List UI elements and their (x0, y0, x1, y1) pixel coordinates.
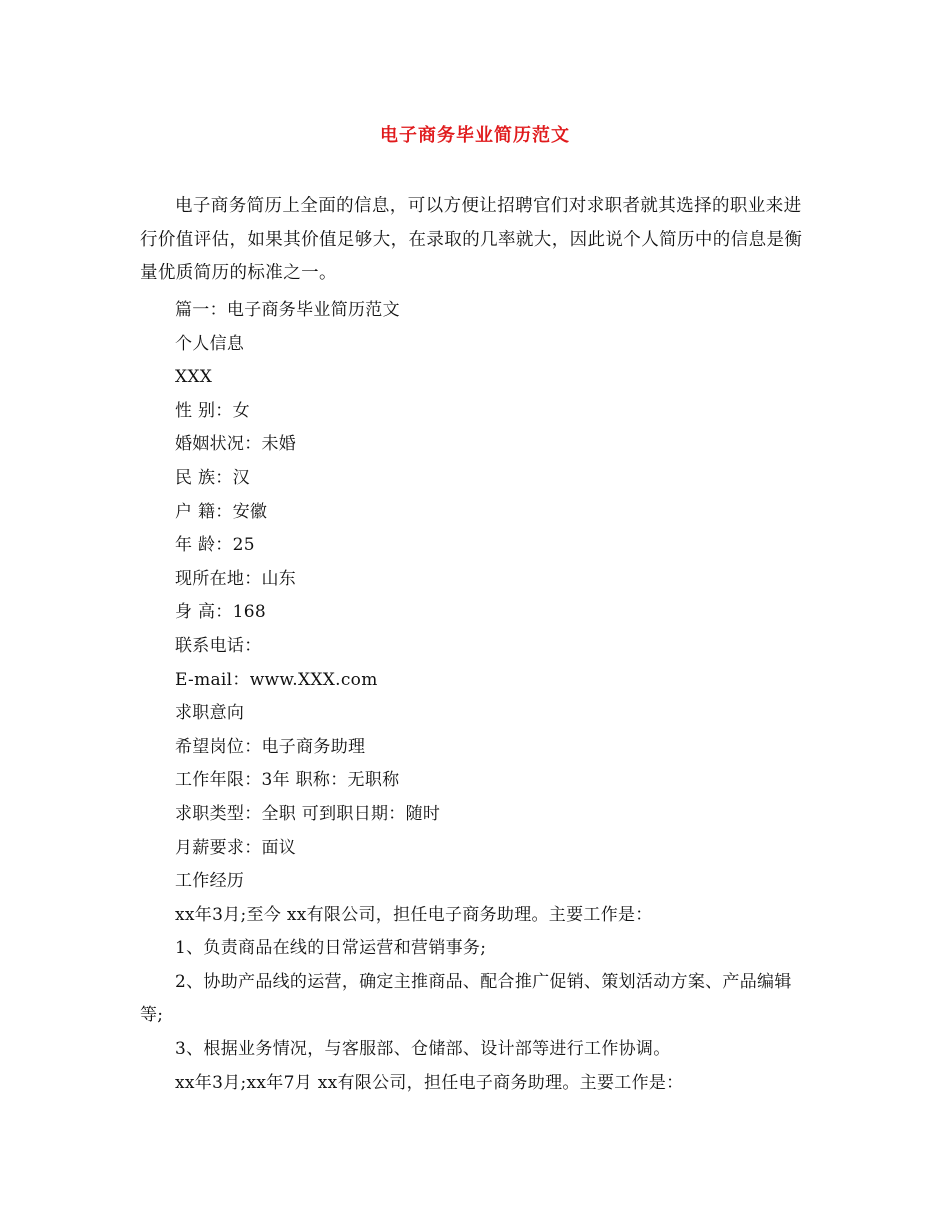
experience-duty-3: 3、根据业务情况，与客服部、仓储部、设计部等进行工作协调。 (175, 1039, 671, 1060)
intention-work-years: 工作年限：3年 职称：无职称 (175, 770, 400, 791)
info-email: E-mail：www.XXX.com (175, 669, 378, 690)
intro-paragraph: 电子商务简历上全面的信息，可以方便让招聘官们对求职者就其选择的职业来进行价值评估，如果其价值足够大，在录取的几率就大，因此说个人简历中的信息是衡量优质简历的标准之一。 (140, 196, 803, 283)
info-household-registration: 户 籍：安徽 (175, 501, 268, 522)
info-current-location: 现所在地：山东 (175, 568, 297, 589)
info-name: XXX (175, 367, 213, 388)
experience-entry-2: xx年3月;xx年7月 xx有限公司，担任电子商务助理。主要工作是： (175, 1072, 684, 1093)
intention-salary: 月薪要求：面议 (175, 837, 297, 858)
section-heading-personal-info: 个人信息 (175, 333, 245, 354)
resume-body (140, 294, 812, 1100)
section-heading-work-experience: 工作经历 (175, 871, 245, 892)
document-title: 电子商务毕业简历范文 (380, 125, 570, 146)
info-height: 身 高：168 (175, 602, 266, 623)
intention-desired-position: 希望岗位：电子商务助理 (175, 736, 366, 757)
info-age: 年 龄：25 (175, 535, 255, 556)
info-phone: 联系电话： (175, 635, 262, 656)
info-gender: 性 别：女 (175, 400, 250, 421)
info-marital-status: 婚姻状况：未婚 (175, 434, 297, 455)
experience-entry-1: xx年3月;至今 xx有限公司，担任电子商务助理。主要工作是： (175, 904, 653, 925)
section-heading-job-intention: 求职意向 (175, 703, 245, 724)
info-ethnicity: 民 族：汉 (175, 467, 250, 488)
intention-job-type: 求职类型：全职 可到职日期：随时 (175, 803, 441, 824)
experience-duty-1: 1、负责商品在线的日常运营和营销事务; (175, 938, 487, 959)
experience-duty-2: 2、协助产品线的运营，确定主推商品、配合推广促销、策划活动方案、产品编辑等; (140, 971, 792, 1026)
section-heading-article-one: 篇一：电子商务毕业简历范文 (175, 300, 400, 320)
